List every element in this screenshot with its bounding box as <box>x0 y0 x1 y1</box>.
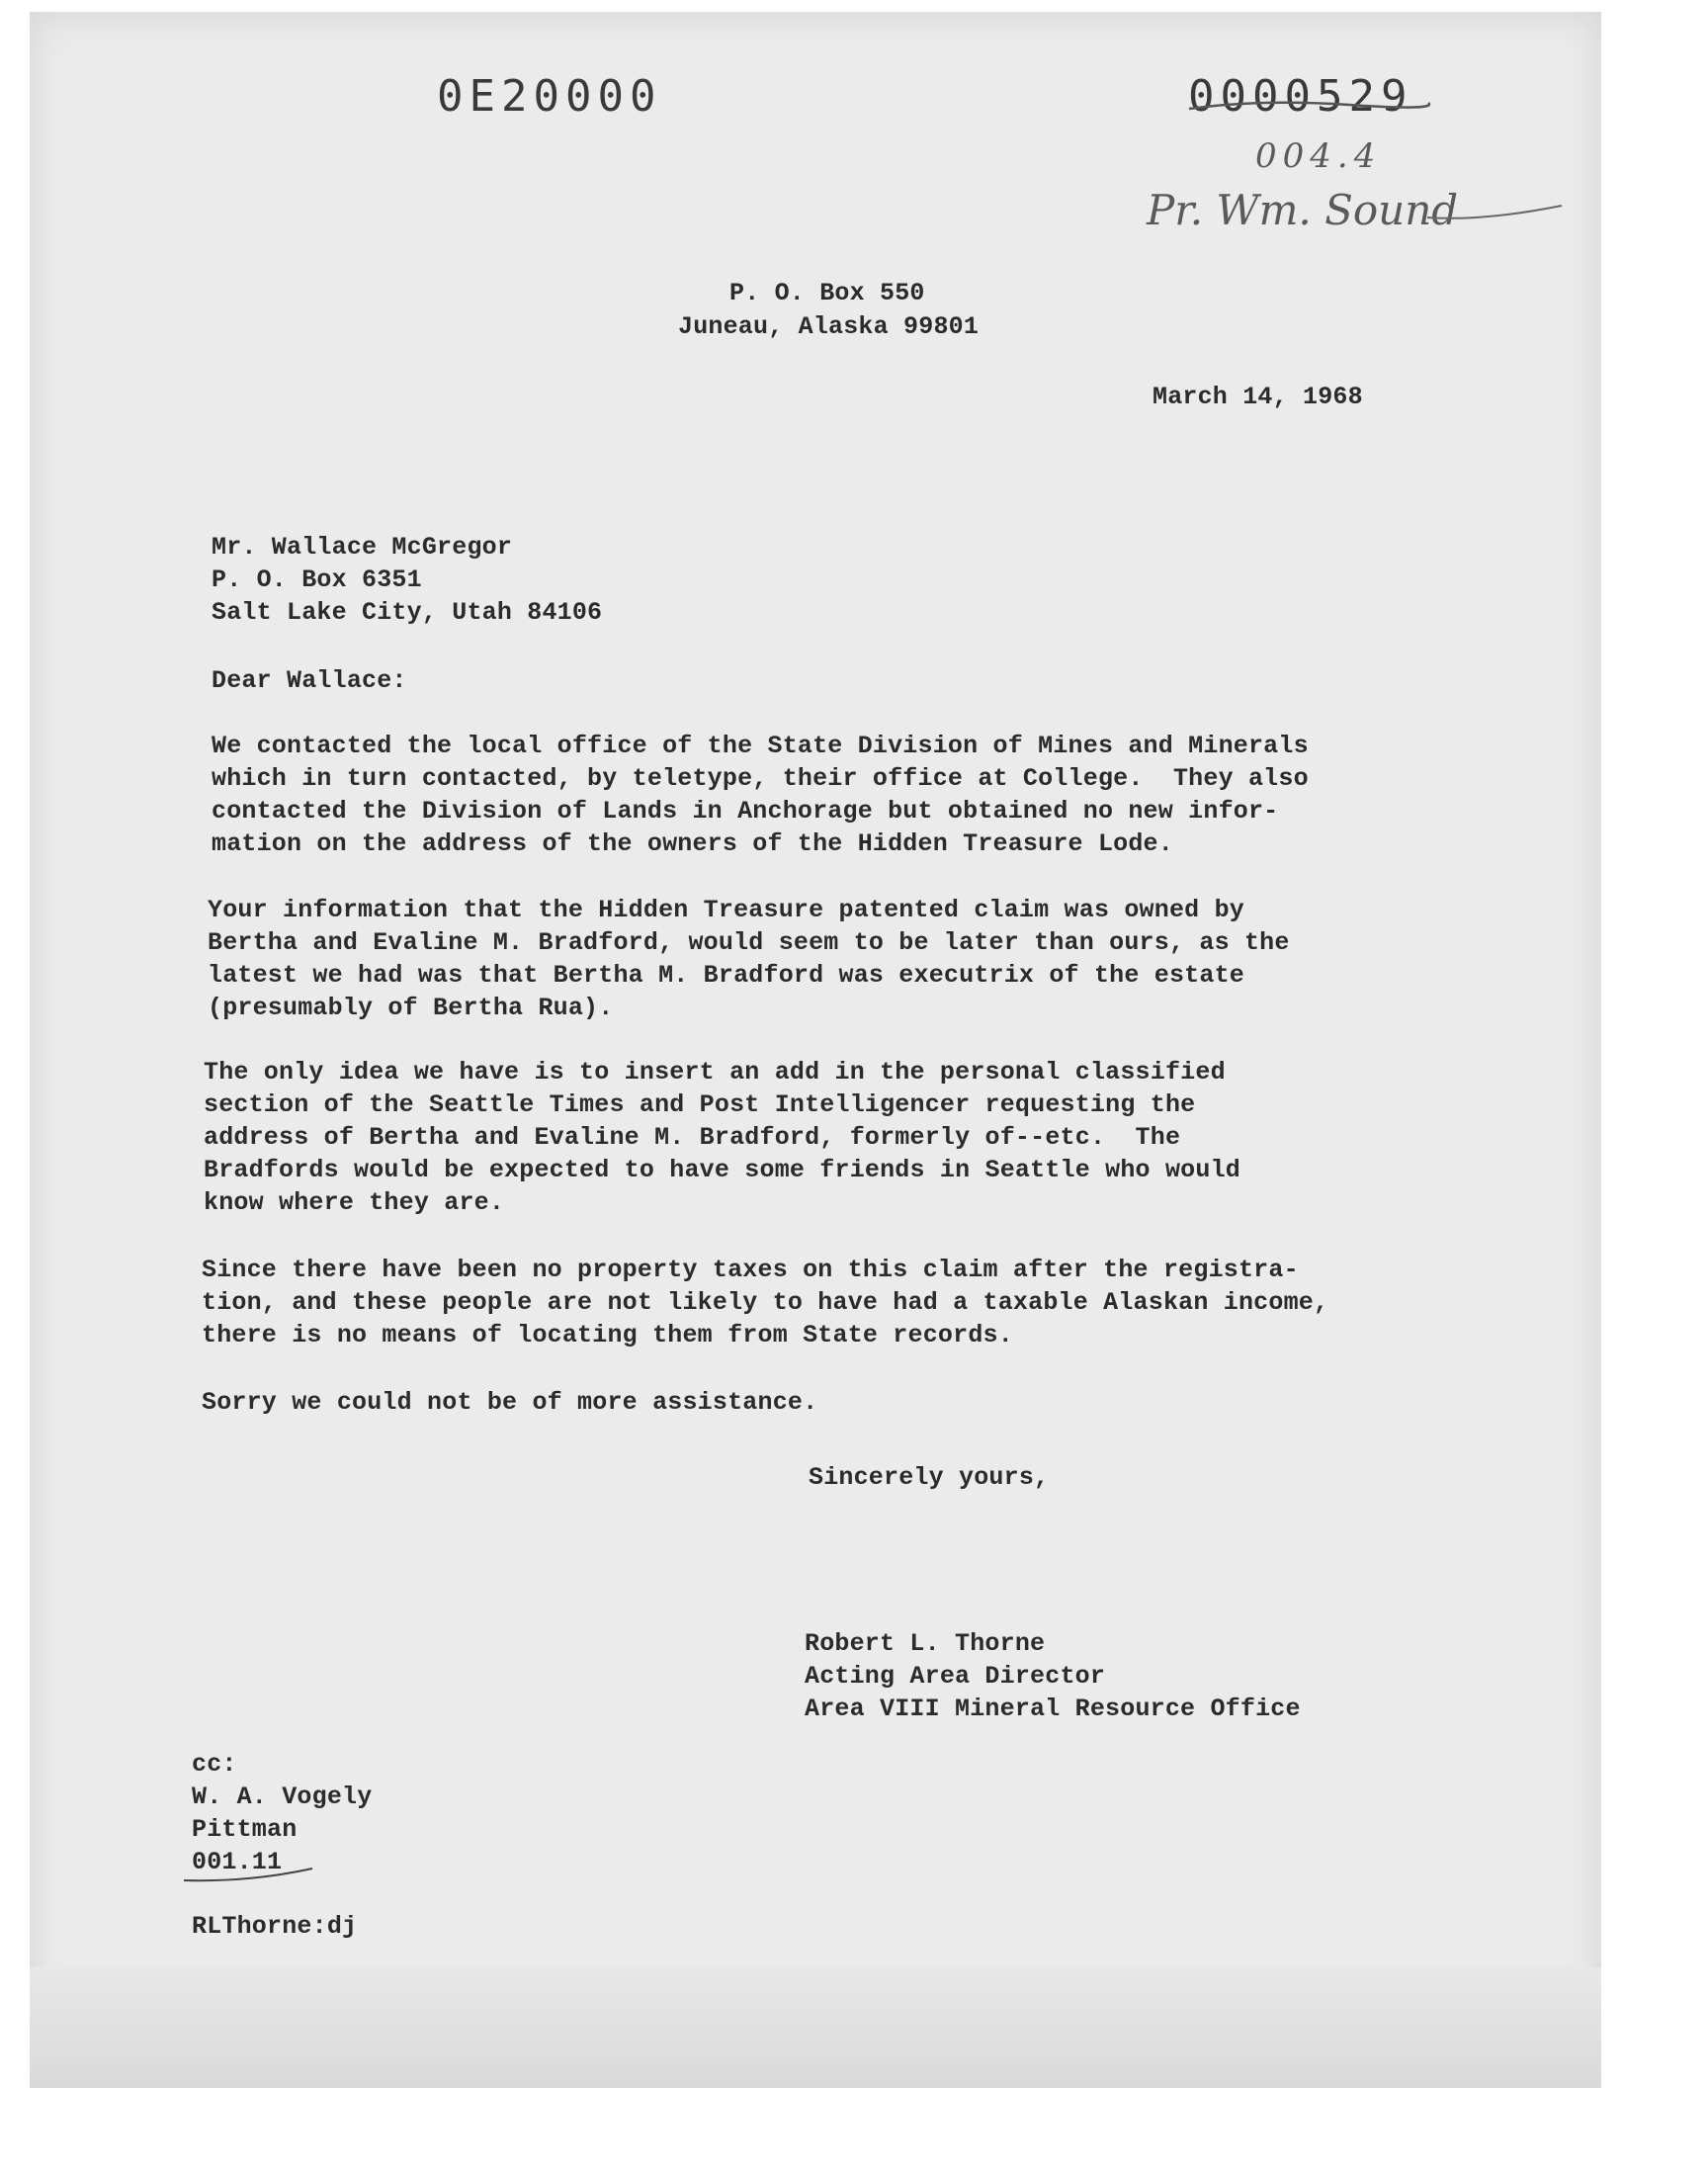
body-line: Since there have been no property taxes on this claim after the registra- <box>202 1256 1299 1284</box>
strikethrough-mark <box>1181 89 1438 129</box>
body-paragraph-3 <box>204 1056 1240 1219</box>
body-paragraph-2 <box>208 894 1290 1024</box>
body-line: Bradfords would be expected to have some friends in Seattle who would <box>204 1156 1240 1184</box>
recipient-city: Salt Lake City, Utah 84106 <box>212 598 603 627</box>
letterhead-po-box: P. O. Box 550 <box>729 279 925 307</box>
body-line: We contacted the local office of the State Division of Mines and Minerals <box>212 732 1309 760</box>
body-line: tion, and these people are not likely to have had a taxable Alaskan income, <box>202 1288 1329 1317</box>
body-line: The only idea we have is to insert an add in the personal classified <box>204 1058 1226 1087</box>
body-paragraph-5: Sorry we could not be of more assistance. <box>202 1388 818 1417</box>
page-bottom-edge <box>30 1967 1601 2088</box>
cc-recipient: Pittman <box>192 1815 298 1844</box>
recipient-box: P. O. Box 6351 <box>212 566 422 594</box>
letterhead-city: Juneau, Alaska 99801 <box>678 312 980 341</box>
body-line: latest we had was that Bertha M. Bradford was executrix of the estate <box>208 961 1244 990</box>
stamp-number-right: 0000529 <box>1188 71 1413 122</box>
cc-underline-mark <box>180 1865 318 1888</box>
typist-initials: RLThorne:dj <box>192 1912 358 1941</box>
recipient-address <box>212 531 602 629</box>
salutation: Dear Wallace: <box>212 666 407 695</box>
handwritten-file-code: 004.4 <box>1255 136 1382 176</box>
body-line: contacted the Division of Lands in Anchorage but obtained no new infor- <box>212 797 1279 826</box>
handwritten-underline <box>1423 198 1572 227</box>
recipient-name: Mr. Wallace McGregor <box>212 533 513 562</box>
body-line: Bertha and Evaline M. Bradford, would seem to be later than ours, as the <box>208 928 1290 957</box>
signer-name: Robert L. Thorne <box>805 1629 1046 1658</box>
letter-date: March 14, 1968 <box>1153 383 1363 411</box>
signature-block <box>805 1627 1301 1725</box>
signer-title: Acting Area Director <box>805 1662 1106 1691</box>
closing: Sincerely yours, <box>809 1463 1050 1492</box>
cc-block <box>192 1748 372 1878</box>
body-paragraph-4 <box>202 1254 1328 1351</box>
body-line: there is no means of locating them from State records. <box>202 1321 1013 1349</box>
cc-label: cc: <box>192 1750 237 1779</box>
stamp-number-left: 0E20000 <box>437 71 662 122</box>
body-line: address of Bertha and Evaline M. Bradford, formerly of--etc. The <box>204 1123 1181 1152</box>
body-line: section of the Seattle Times and Post Intelligencer requesting the <box>204 1090 1196 1119</box>
body-line: Your information that the Hidden Treasure patented claim was owned by <box>208 896 1244 924</box>
body-line: mation on the address of the owners of the Hidden Treasure Lode. <box>212 829 1173 858</box>
handwritten-area-note: Pr. Wm. Sound <box>1147 186 1459 234</box>
body-line: know where they are. <box>204 1188 505 1217</box>
body-line: which in turn contacted, by teletype, their office at College. They also <box>212 764 1309 793</box>
signer-office: Area VIII Mineral Resource Office <box>805 1695 1301 1723</box>
body-line: (presumably of Bertha Rua). <box>208 994 614 1022</box>
cc-recipient: 001.11 <box>192 1848 283 1876</box>
body-paragraph-1 <box>212 730 1309 860</box>
cc-recipient: W. A. Vogely <box>192 1783 373 1811</box>
